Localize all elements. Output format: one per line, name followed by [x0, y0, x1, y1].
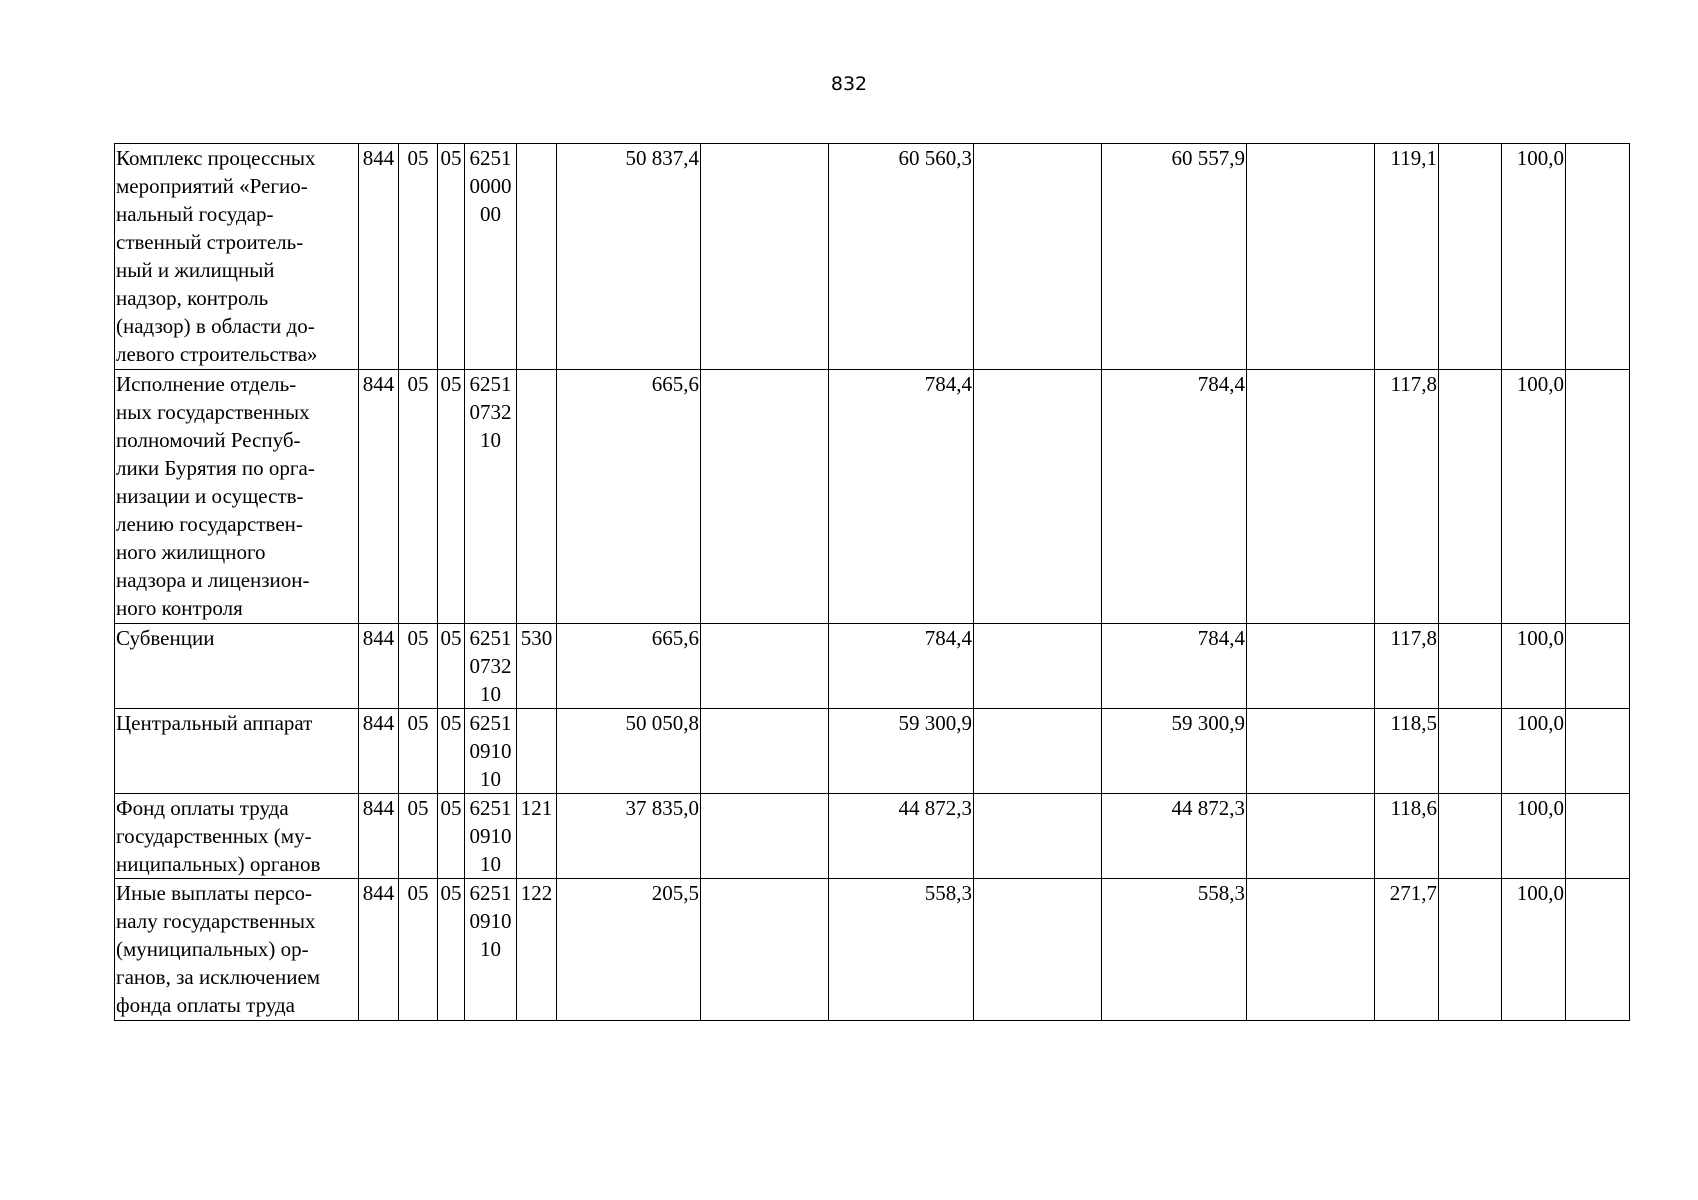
- subsection-code: 05: [438, 794, 465, 879]
- empty-cell: [701, 794, 829, 879]
- table-row: [115, 709, 1630, 794]
- section-code: 05: [399, 370, 438, 624]
- amount-3: 558,3: [1102, 879, 1247, 1021]
- section-code: 05: [399, 879, 438, 1021]
- subsection-code: 05: [438, 144, 465, 370]
- amount-1: 665,6: [557, 624, 701, 709]
- expense-type-code: [517, 370, 557, 624]
- expense-type-code: 530: [517, 624, 557, 709]
- amount-1: 37 835,0: [557, 794, 701, 879]
- percent-2: 100,0: [1502, 144, 1566, 370]
- empty-cell: [1439, 709, 1502, 794]
- table-row: [115, 794, 1630, 879]
- table-row: [115, 144, 1630, 370]
- empty-cell: [974, 709, 1102, 794]
- empty-cell: [1566, 794, 1630, 879]
- target-article-code: 6251 0910 10: [465, 794, 517, 879]
- expense-type-code: [517, 144, 557, 370]
- amount-2: 44 872,3: [829, 794, 974, 879]
- amount-1: 50 050,8: [557, 709, 701, 794]
- amount-3: 784,4: [1102, 370, 1247, 624]
- empty-cell: [1566, 709, 1630, 794]
- grbs-code: 844: [359, 879, 399, 1021]
- table-row: [115, 624, 1630, 709]
- section-code: 05: [399, 144, 438, 370]
- percent-2: 100,0: [1502, 709, 1566, 794]
- percent-2: 100,0: [1502, 624, 1566, 709]
- row-name: Фонд оплаты труда государственных (му- ниципальных) органов: [115, 794, 359, 879]
- target-article-code: 6251 0910 10: [465, 709, 517, 794]
- grbs-code: 844: [359, 370, 399, 624]
- section-code: 05: [399, 624, 438, 709]
- target-article-code: 6251 0000 00: [465, 144, 517, 370]
- grbs-code: 844: [359, 709, 399, 794]
- empty-cell: [1439, 794, 1502, 879]
- section-code: 05: [399, 794, 438, 879]
- table-row: [115, 879, 1630, 1021]
- amount-1: 665,6: [557, 370, 701, 624]
- empty-cell: [1566, 879, 1630, 1021]
- empty-cell: [1439, 144, 1502, 370]
- empty-cell: [701, 879, 829, 1021]
- percent-1: 117,8: [1375, 370, 1439, 624]
- amount-3: 44 872,3: [1102, 794, 1247, 879]
- empty-cell: [974, 794, 1102, 879]
- page-number: 832: [830, 73, 868, 95]
- empty-cell: [974, 624, 1102, 709]
- empty-cell: [1247, 624, 1375, 709]
- empty-cell: [1247, 794, 1375, 879]
- amount-3: 784,4: [1102, 624, 1247, 709]
- empty-cell: [1247, 144, 1375, 370]
- target-article-code: 6251 0732 10: [465, 624, 517, 709]
- percent-1: 271,7: [1375, 879, 1439, 1021]
- grbs-code: 844: [359, 794, 399, 879]
- percent-1: 118,6: [1375, 794, 1439, 879]
- amount-2: 784,4: [829, 370, 974, 624]
- empty-cell: [701, 624, 829, 709]
- amount-1: 205,5: [557, 879, 701, 1021]
- empty-cell: [1439, 879, 1502, 1021]
- expense-type-code: [517, 709, 557, 794]
- percent-1: 117,8: [1375, 624, 1439, 709]
- empty-cell: [701, 144, 829, 370]
- empty-cell: [701, 370, 829, 624]
- expense-type-code: 122: [517, 879, 557, 1021]
- amount-3: 59 300,9: [1102, 709, 1247, 794]
- empty-cell: [1439, 624, 1502, 709]
- subsection-code: 05: [438, 709, 465, 794]
- row-name: Исполнение отдель- ных государственных полномочий Респуб- лики Бурятия по орга- низации и осуществ- лению государствен- ного жилищного надзора и лицензион- ного контроля: [115, 370, 359, 624]
- row-name: Иные выплаты персо- налу государственных (муниципальных) ор- ганов, за исключением фонда оплаты труда: [115, 879, 359, 1021]
- row-name: Центральный аппарат: [115, 709, 359, 794]
- amount-1: 50 837,4: [557, 144, 701, 370]
- empty-cell: [1566, 144, 1630, 370]
- empty-cell: [1247, 709, 1375, 794]
- grbs-code: 844: [359, 144, 399, 370]
- empty-cell: [974, 879, 1102, 1021]
- amount-3: 60 557,9: [1102, 144, 1247, 370]
- percent-1: 118,5: [1375, 709, 1439, 794]
- table-row: [115, 370, 1630, 624]
- target-article-code: 6251 0910 10: [465, 879, 517, 1021]
- expense-type-code: 121: [517, 794, 557, 879]
- budget-table: [114, 143, 1630, 1021]
- empty-cell: [1247, 879, 1375, 1021]
- grbs-code: 844: [359, 624, 399, 709]
- target-article-code: 6251 0732 10: [465, 370, 517, 624]
- percent-1: 119,1: [1375, 144, 1439, 370]
- empty-cell: [974, 370, 1102, 624]
- percent-2: 100,0: [1502, 794, 1566, 879]
- subsection-code: 05: [438, 879, 465, 1021]
- row-name: Комплекс процессных мероприятий «Регио- нальный государ- ственный строитель- ный и жилищный надзор, контроль (надзор) в области до- левого строительства»: [115, 144, 359, 370]
- percent-2: 100,0: [1502, 879, 1566, 1021]
- percent-2: 100,0: [1502, 370, 1566, 624]
- subsection-code: 05: [438, 370, 465, 624]
- empty-cell: [1566, 624, 1630, 709]
- empty-cell: [701, 709, 829, 794]
- empty-cell: [1439, 370, 1502, 624]
- section-code: 05: [399, 709, 438, 794]
- amount-2: 59 300,9: [829, 709, 974, 794]
- empty-cell: [1247, 370, 1375, 624]
- empty-cell: [974, 144, 1102, 370]
- amount-2: 784,4: [829, 624, 974, 709]
- amount-2: 558,3: [829, 879, 974, 1021]
- amount-2: 60 560,3: [829, 144, 974, 370]
- subsection-code: 05: [438, 624, 465, 709]
- empty-cell: [1566, 370, 1630, 624]
- row-name: Субвенции: [115, 624, 359, 709]
